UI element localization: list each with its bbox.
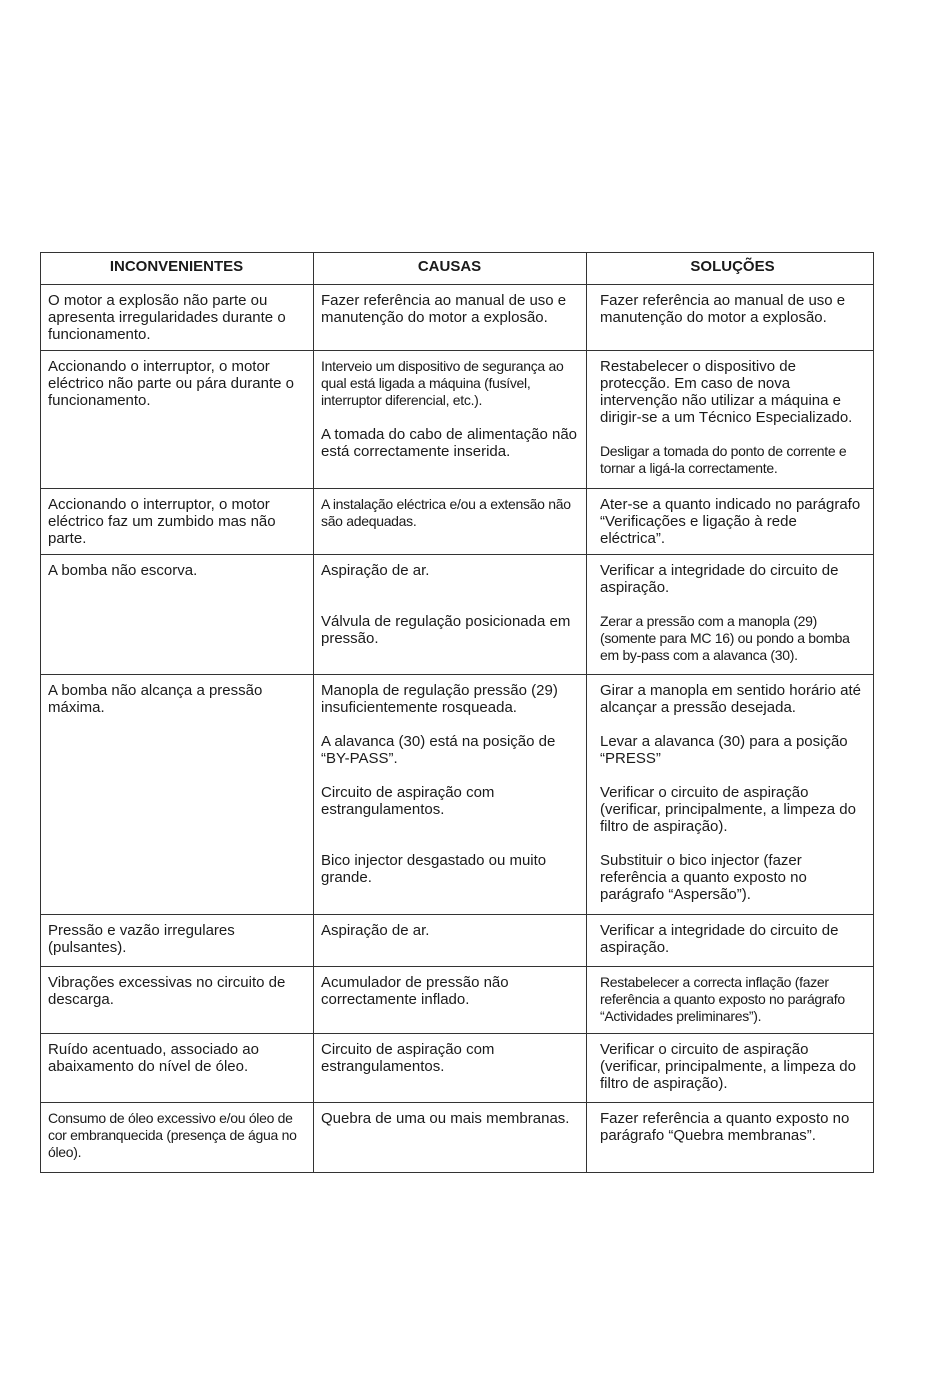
cause-text: Acumulador de pressão não correctamente inflado.	[321, 974, 509, 1008]
troubleshooting-table	[40, 252, 874, 1173]
cause-text: A instalação eléctrica e/ou a extensão não são adequadas.	[321, 496, 571, 529]
cause-text: Circuito de aspiração com estrangulamentos.	[321, 1041, 495, 1075]
solution-text: Verificar a integridade do circuito de aspiração.	[600, 562, 839, 596]
solution-text: Levar a alavanca (30) para a posição “PRESS”	[600, 733, 848, 767]
solutions-cell	[587, 675, 874, 914]
cause-text: Quebra de uma ou mais membranas.	[321, 1110, 570, 1127]
solution-text: Verificar o circuito de aspiração (verificar, principalmente, a limpeza do filtro de aspiração).	[600, 784, 856, 835]
table-row	[41, 285, 874, 351]
table-row	[41, 915, 874, 967]
problem-cell: A bomba não alcança a pressão máxima.	[41, 675, 314, 914]
table-row	[41, 489, 874, 555]
problem-cell: A bomba não escorva.	[41, 555, 314, 674]
problem-cell: Vibrações excessivas no circuito de descarga.	[41, 967, 314, 1033]
causes-cell	[314, 489, 587, 554]
causes-cell	[314, 967, 587, 1033]
cause-text: Circuito de aspiração com estrangulamentos.	[321, 784, 495, 818]
solution-text: Restabelecer a correcta inflação (fazer referência a quanto exposto no parágrafo “Actividades preliminares”).	[600, 974, 845, 1024]
table-header-row	[41, 253, 874, 285]
causes-cell	[314, 675, 587, 914]
solutions-cell	[587, 1034, 874, 1102]
cause-text: Aspiração de ar.	[321, 922, 430, 939]
solution-text: Fazer referência ao manual de uso e manutenção do motor a explosão.	[600, 292, 846, 326]
causes-cell	[314, 1103, 587, 1172]
header-inconvenientes: INCONVENIENTES	[41, 253, 314, 284]
causes-cell	[314, 285, 587, 350]
solutions-cell	[587, 1103, 874, 1172]
problem-cell: O motor a explosão não parte ou apresenta irregularidades durante o funcionamento.	[41, 285, 314, 350]
cause-text: A tomada do cabo de alimentação não está correctamente inserida.	[321, 426, 578, 460]
causes-cell	[314, 351, 587, 488]
problem-cell: Accionando o interruptor, o motor eléctrico não parte ou pára durante o funcionamento.	[41, 351, 314, 488]
problem-cell: Accionando o interruptor, o motor eléctrico faz um zumbido mas não parte.	[41, 489, 314, 554]
table-row	[41, 675, 874, 915]
table-row	[41, 351, 874, 489]
solution-text: Restabelecer o dispositivo de protecção. Em caso de nova intervenção não utilizar a máquina e dirigir-se a um Técnico Especializado.	[600, 358, 853, 426]
solutions-cell	[587, 915, 874, 966]
solutions-cell	[587, 489, 874, 554]
cause-text: Bico injector desgastado ou muito grande.	[321, 852, 547, 886]
solutions-cell	[587, 351, 874, 488]
solution-text: Desligar a tomada do ponto de corrente e tornar a ligá-la correctamente.	[600, 443, 847, 476]
cause-text: Fazer referência ao manual de uso e manutenção do motor a explosão.	[321, 292, 567, 326]
cause-text: Válvula de regulação posicionada em pressão.	[321, 613, 571, 647]
cause-text: Interveio um dispositivo de segurança ao qual está ligada a máquina (fusível, interruptor diferencial, etc.).	[321, 358, 564, 408]
solution-text: Girar a manopla em sentido horário até alcançar a pressão desejada.	[600, 682, 861, 716]
table-row	[41, 1034, 874, 1103]
causes-cell	[314, 915, 587, 966]
problem-cell: Ruído acentuado, associado ao abaixamento do nível de óleo.	[41, 1034, 314, 1102]
solution-text: Fazer referência a quanto exposto no parágrafo “Quebra membranas”.	[600, 1110, 850, 1144]
causes-cell	[314, 555, 587, 674]
problem-cell: Pressão e vazão irregulares (pulsantes).	[41, 915, 314, 966]
cause-text: Manopla de regulação pressão (29) insuficientemente rosqueada.	[321, 682, 558, 716]
header-solucoes: SOLUÇÕES	[587, 253, 874, 284]
table-row	[41, 555, 874, 675]
cause-text: A alavanca (30) está na posição de “BY-PASS”.	[321, 733, 556, 767]
solution-text: Ater-se a quanto indicado no parágrafo “Verificações e ligação à rede eléctrica”.	[600, 496, 861, 547]
causes-cell	[314, 1034, 587, 1102]
cause-text: Aspiração de ar.	[321, 562, 430, 579]
header-causas: CAUSAS	[314, 253, 587, 284]
solutions-cell	[587, 285, 874, 350]
solution-text: Substituir o bico injector (fazer referência a quanto exposto no parágrafo “Aspersão”).	[600, 852, 807, 903]
solutions-cell	[587, 555, 874, 674]
solution-text: Verificar o circuito de aspiração (verificar, principalmente, a limpeza do filtro de aspiração).	[600, 1041, 856, 1092]
solutions-cell	[587, 967, 874, 1033]
solution-text: Verificar a integridade do circuito de aspiração.	[600, 922, 839, 956]
solution-text: Zerar a pressão com a manopla (29) (somente para MC 16) ou pondo a bomba em by-pass com a alavanca (30).	[600, 613, 850, 663]
table-row	[41, 1103, 874, 1173]
problem-cell: Consumo de óleo excessivo e/ou óleo de cor embranquecida (presença de água no óleo).	[41, 1103, 314, 1172]
table-row	[41, 967, 874, 1034]
